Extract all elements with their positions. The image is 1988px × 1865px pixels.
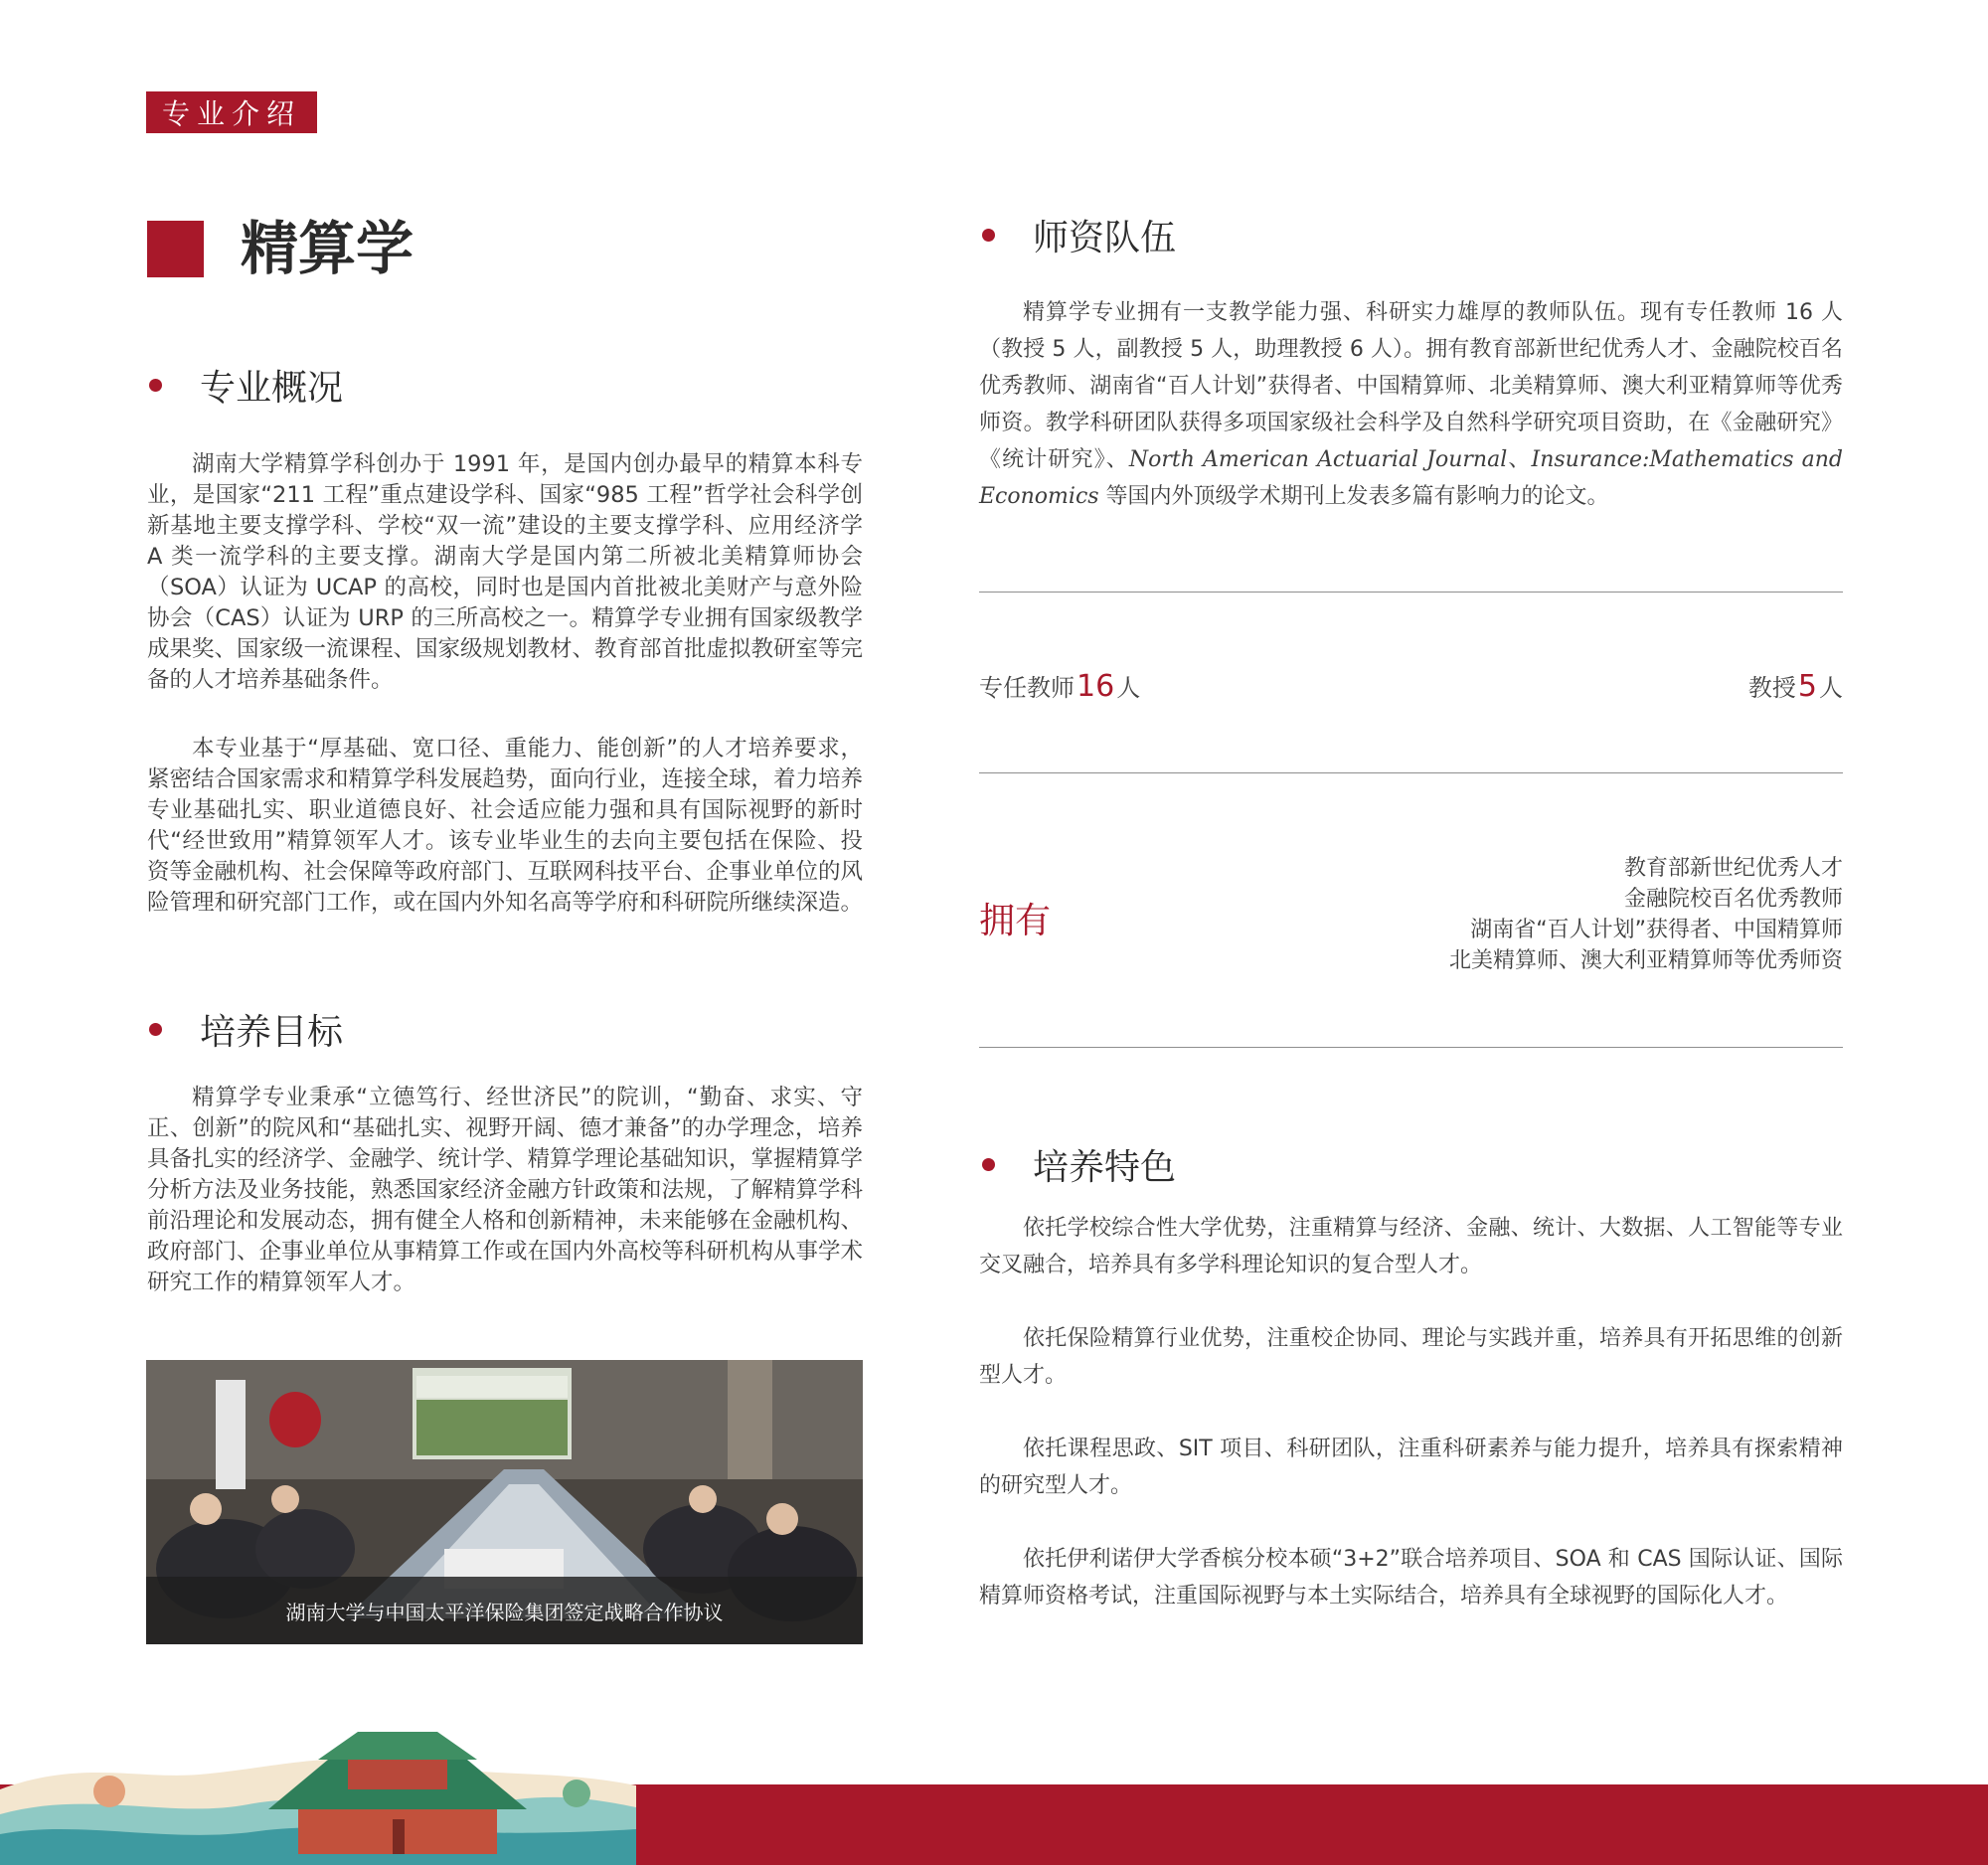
feature-paragraph: 依托课程思政、SIT 项目、科研团队，注重科研素养与能力提升，培养具有探索精神的研究型人才。 <box>979 1437 1843 1498</box>
stat-unit: 人 <box>1116 674 1141 702</box>
divider <box>979 1047 1843 1048</box>
divider <box>979 772 1843 773</box>
features-heading <box>982 1139 1176 1189</box>
title-marker <box>147 221 204 277</box>
faculty-heading <box>982 210 1176 259</box>
signing-ceremony-photo <box>146 1360 863 1644</box>
bullet-dot-icon <box>149 379 162 392</box>
footer-landscape-illustration <box>0 1720 636 1865</box>
bullet-dot-icon <box>982 1158 995 1171</box>
own-label: 拥有 <box>979 901 1052 941</box>
bullet-dot-icon <box>149 1023 162 1036</box>
goals-heading <box>149 1004 343 1054</box>
journal-name-2: Insurance:Mathematics and Economics <box>979 447 1843 509</box>
feature-paragraph: 依托学校综合性大学优势，注重精算与经济、金融、统计、大数据、人工智能等专业交叉融合，培养具有多学科理论知识的复合型人才。 <box>979 1216 1843 1277</box>
overview-paragraph-1: 湖南大学精算学科创办于 1991 年，是国内创办最早的精算本科专业，是国家“211 工程”重点建设学科、国家“985 工程”哲学社会科学创新基地主要支撑学科、学校“双一流”建设的主要支撑学科、应用经济学 A 类一流学科的主要支撑。湖南大学是国内第二所被北美精算师协会（SOA）认证为 UCAP 的高校，同时也是国内首批被北美财产与意外险协会（CAS）认证为 URP 的三所高校之一。精算学专业拥有国家级教学成果奖、国家级一流课程、国家级规划教材、教育部首批虚拟教研室等完备的人才培养基础条件。 <box>147 451 864 693</box>
overview-heading <box>149 360 343 410</box>
stat-full-time-teachers <box>979 668 1140 704</box>
overview-heading-text: 专业概况 <box>200 367 344 409</box>
faculty-heading-text: 师资队伍 <box>1033 217 1177 258</box>
list-item: 金融院校百名优秀教师 <box>1623 887 1843 912</box>
goals-heading-text: 培养目标 <box>200 1011 344 1053</box>
stat-unit: 人 <box>1819 674 1843 702</box>
bullet-dot-icon <box>982 229 995 242</box>
journal-name-1: North American Actuarial Journal <box>1128 447 1508 472</box>
list-item: 北美精算师、澳大利亚精算师等优秀师资 <box>1448 948 1843 973</box>
talent-list <box>1449 853 1843 976</box>
stat-label: 教授 <box>1747 674 1796 702</box>
section-tag: 专业介绍 <box>146 91 317 133</box>
photo-caption: 湖南大学与中国太平洋保险集团签定战略合作协议 <box>146 1577 863 1644</box>
stat-value: 16 <box>1077 669 1115 704</box>
feature-paragraph: 依托伊利诺伊大学香槟分校本硕“3+2”联合培养项目、SOA 和 CAS 国际认证、国际精算师资格考试，注重国际视野与本土实际结合，培养具有全球视野的国际化人才。 <box>979 1547 1843 1609</box>
features-heading-text: 培养特色 <box>1033 1146 1177 1188</box>
stat-label: 专任教师 <box>979 674 1075 702</box>
journal-separator: 、 <box>1507 447 1532 472</box>
divider <box>979 592 1843 593</box>
feature-paragraph: 依托保险精算行业优势，注重校企协同、理论与实践并重，培养具有开拓思维的创新型人才。 <box>979 1326 1843 1388</box>
list-item: 湖南省“百人计划”获得者、中国精算师 <box>1470 918 1843 942</box>
faculty-paragraph-text: 精算学专业拥有一支教学能力强、科研实力雄厚的教师队伍。现有专任教师 16 人（教授 5 人，副教授 5 人，助理教授 6 人）。拥有教育部新世纪优秀人才、金融院校百名优秀教师、湖南省“百人计划”获得者、中国精算师、北美精算师、澳大利亚精算师等优秀师资。教学科研团队获得多项国家级社会科学及自然科学研究项目资助，在《金融研究》《统计研究》、 <box>979 300 1843 472</box>
stat-professors <box>1748 668 1843 704</box>
overview-paragraph-2: 本专业基于“厚基础、宽口径、重能力、能创新”的人才培养要求，紧密结合国家需求和精算学科发展趋势，面向行业，连接全球，着力培养专业基础扎实、职业道德良好、社会适应能力强和具有国际视野的新时代“经世致用”精算领军人才。该专业毕业生的去向主要包括在保险、投资等金融机构、社会保障等政府部门、互联网科技平台、企事业单位的风险管理和研究部门工作，或在国内外知名高等学府和科研院所继续深造。 <box>147 736 864 916</box>
faculty-paragraph <box>979 294 1843 515</box>
page-title: 精算学 <box>241 215 414 282</box>
stat-value: 5 <box>1797 669 1817 704</box>
goals-paragraph: 精算学专业秉承“立德笃行、经世济民”的院训，“勤奋、求实、守正、创新”的院风和“基础扎实、视野开阔、德才兼备”的办学理念，培养具备扎实的经济学、金融学、统计学、精算学理论基础知识，掌握精算学分析方法及业务技能，熟悉国家经济金融方针政策和法规，了解精算学科前沿理论和发展动态，拥有健全人格和创新精神，未来能够在金融机构、政府部门、企事业单位从事精算工作或在国内外高校等科研机构从事学术研究工作的精算领军人才。 <box>147 1085 864 1295</box>
faculty-paragraph-tail: 等国内外顶级学术期刊上发表多篇有影响力的论文。 <box>1098 484 1609 509</box>
list-item: 教育部新世纪优秀人才 <box>1623 856 1843 881</box>
